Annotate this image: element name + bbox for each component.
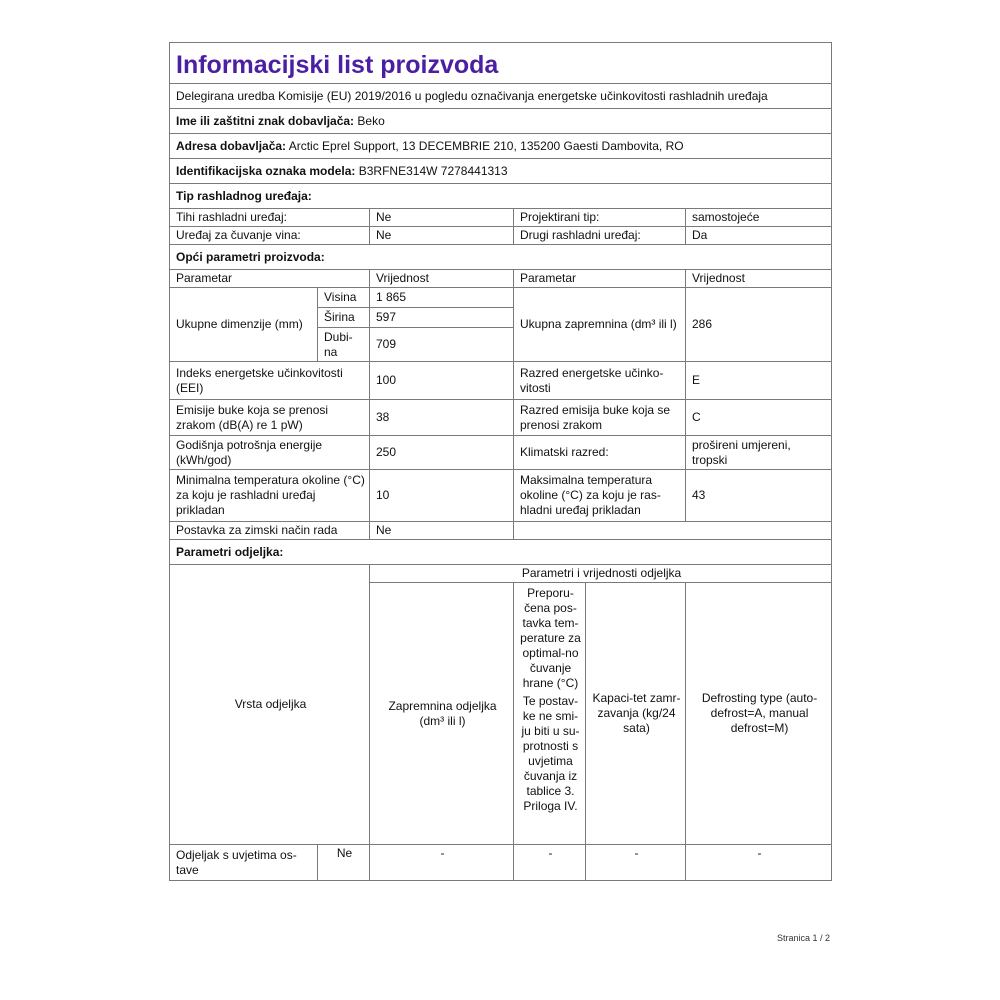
compartment-params-header: Parametri i vrijednosti odjeljka [370, 565, 832, 583]
compartment-type-header: Vrsta odjeljka [170, 565, 370, 845]
volume-header: Zapremnina odjeljka (dm³ ili l) [370, 583, 514, 845]
climate-class-value: prošireni umjereni, tropski [686, 436, 832, 470]
energy-class-label: Razred energetske učinko-vitosti [514, 362, 686, 400]
type-value-2: samostojeće [686, 209, 832, 227]
column-header-value: Vrijednost [686, 270, 832, 288]
noise-emission-value: 38 [370, 400, 514, 436]
empty-cell [514, 522, 832, 540]
title-cell [170, 43, 832, 84]
temperature-header-text: Preporu-čena pos-tavka tem-perature za optimal-no čuvanje hrane (°C) [520, 586, 581, 690]
model-id-value: B3RFNE314W 7278441313 [358, 163, 508, 178]
type-value: Ne [370, 209, 514, 227]
annual-energy-label: Godišnja potrošnja energije (kWh/god) [170, 436, 370, 470]
freezing-capacity-header: Kapaci-tet zamr-zavanja (kg/24 sata) [586, 583, 686, 845]
min-temp-label: Minimalna temperatura okoline (°C) za koju je rashladni uređaj prikladan [170, 470, 370, 522]
type-value: Ne [370, 227, 514, 245]
height-label: Visina [318, 288, 370, 308]
winter-mode-label: Postavka za zimski način rada [170, 522, 370, 540]
noise-class-value: C [686, 400, 832, 436]
max-temp-value: 43 [686, 470, 832, 522]
column-header-parameter: Parametar [514, 270, 686, 288]
model-id-row [170, 159, 832, 184]
type-label: Tihi rashladni uređaj: [170, 209, 370, 227]
product-information-sheet [169, 42, 831, 881]
compartment-row-capacity: - [586, 845, 686, 881]
compartment-row-defrost: - [686, 845, 832, 881]
noise-emission-label: Emisije buke koja se prenosi zrakom (dB(A) re 1 pW) [170, 400, 370, 436]
supplier-address-row [170, 134, 832, 159]
regulation-subtitle: Delegirana uredba Komisije (EU) 2019/2016 u pogledu označivanja energetske učinkovitosti rashladnih uređaja [170, 84, 832, 109]
compartment-section-heading: Parametri odjeljka: [170, 540, 832, 565]
supplier-address-value: Arctic Eprel Support, 13 DECEMBRIE 210, 135200 Gaesti Dambovita, RO [288, 138, 684, 153]
column-header-value: Vrijednost [370, 270, 514, 288]
depth-label: Dubi-na [318, 328, 370, 362]
total-volume-label: Ukupna zapremnina (dm³ ili l) [514, 288, 686, 362]
compartment-row-value: Ne [318, 845, 370, 881]
climate-class-label: Klimatski razred: [514, 436, 686, 470]
temperature-header [514, 583, 586, 845]
height-value: 1 865 [370, 288, 514, 308]
type-label-2: Drugi rashladni uređaj: [514, 227, 686, 245]
energy-class-value: E [686, 362, 832, 400]
general-section-heading: Opći parametri proizvoda: [170, 245, 832, 270]
type-label: Uređaj za čuvanje vina: [170, 227, 370, 245]
depth-value: 709 [370, 328, 514, 362]
compartment-row-label: Odjeljak s uvjetima os-tave [170, 845, 318, 881]
temperature-note-text: Te postav-ke ne smi-ju biti u su-protnosti s uvjetima čuvanja iz tablice 3. Priloga IV. [521, 694, 580, 813]
noise-class-label: Razred emisija buke koja se prenosi zrakom [514, 400, 686, 436]
eei-value: 100 [370, 362, 514, 400]
annual-energy-value: 250 [370, 436, 514, 470]
info-table [169, 42, 832, 881]
total-volume-value: 286 [686, 288, 832, 362]
page-title: Informacijski list proizvoda [176, 50, 499, 79]
width-value: 597 [370, 308, 514, 328]
page-number: Stranica 1 / 2 [777, 933, 831, 943]
type-value-2: Da [686, 227, 832, 245]
width-label: Širina [318, 308, 370, 328]
type-label-2: Projektirani tip: [514, 209, 686, 227]
defrost-type-header: Defrosting type (auto-defrost=A, manual defrost=M) [686, 583, 832, 845]
model-id-label: Identifikacijska oznaka modela: [176, 163, 356, 178]
column-header-parameter: Parametar [170, 270, 370, 288]
compartment-row-volume: - [370, 845, 514, 881]
compartment-row-temperature: - [514, 845, 586, 881]
supplier-name-value: Beko [357, 113, 385, 128]
supplier-name-row [170, 109, 832, 134]
eei-label: Indeks energetske učinkovitosti (EEI) [170, 362, 370, 400]
max-temp-label: Maksimalna temperatura okoline (°C) za koju je ras-hladni uređaj prikladan [514, 470, 686, 522]
dimensions-label: Ukupne dimenzije (mm) [170, 288, 318, 362]
supplier-address-label: Adresa dobavljača: [176, 138, 287, 153]
winter-mode-value: Ne [370, 522, 514, 540]
supplier-name-label: Ime ili zaštitni znak dobavljača: [176, 113, 355, 128]
min-temp-value: 10 [370, 470, 514, 522]
type-section-heading: Tip rashladnog uređaja: [170, 184, 832, 209]
